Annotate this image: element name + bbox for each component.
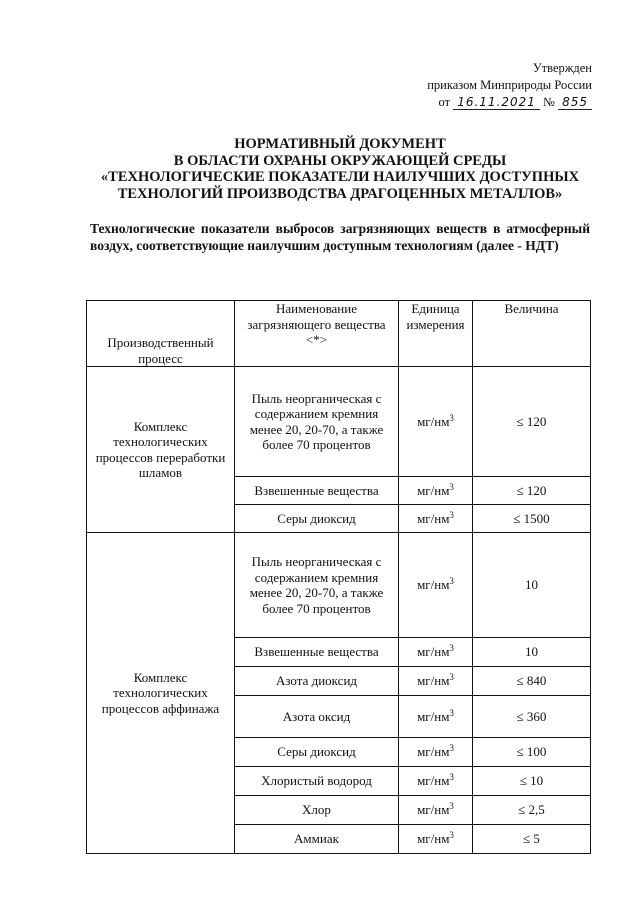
value-cell: ≤ 100 [473,738,591,767]
unit-cell [399,505,473,533]
value-cell: ≤ 360 [473,696,591,738]
value-cell: ≤ 120 [473,367,591,477]
unit-base: мг/нм [417,744,450,760]
unit-base: мг/нм [417,773,450,789]
value-cell: ≤ 1500 [473,505,591,533]
unit-exponent: 3 [449,707,454,718]
value-cell: ≤ 120 [473,477,591,505]
title-line-2: В ОБЛАСТИ ОХРАНЫ ОКРУЖАЮЩЕЙ СРЕДЫ [173,152,507,169]
value-cell: ≤ 2,5 [473,796,591,825]
unit-exponent: 3 [449,801,454,812]
unit-exponent: 3 [449,672,454,683]
table-row [87,533,591,638]
unit-base: мг/нм [417,802,450,818]
value-cell: 10 [473,533,591,638]
header-row [87,301,591,367]
document-title [60,136,620,202]
substance-cell: Взвешенные вещества [235,477,399,505]
value-cell: 10 [473,638,591,667]
substance-cell: Пыль неорганическая с содержанием кремния менее 20, 20-70, а также более 70 процентов [235,367,399,477]
unit-cell [399,767,473,796]
unit-cell [399,696,473,738]
unit-cell [399,367,473,477]
unit-exponent: 3 [449,576,454,587]
number-sign: № [543,95,555,109]
value-cell: ≤ 10 [473,767,591,796]
substance-cell: Серы диоксид [235,505,399,533]
unit-exponent: 3 [449,743,454,754]
substance-cell: Азота оксид [235,696,399,738]
substance-cell: Взвешенные вещества [235,638,399,667]
title-line-3: «ТЕХНОЛОГИЧЕСКИЕ ПОКАЗАТЕЛИ НАИЛУЧШИХ ДОСТУПНЫХ [100,169,580,185]
unit-cell [399,477,473,505]
approval-date-line [427,94,592,111]
unit-base: мг/нм [417,673,450,689]
unit-base: мг/нм [417,831,450,847]
unit-base: мг/нм [417,482,450,498]
header-process: Производственный процесс [87,301,235,367]
table-body [87,367,591,854]
unit-base: мг/нм [417,577,450,593]
unit-exponent: 3 [449,643,454,654]
handwritten-number: 855 [558,95,592,110]
table-caption: Технологические показатели выбросов загрязняющих веществ в атмосферный воздух, соответствующие наилучшим доступным технологиям (далее - НДТ) [90,221,590,253]
unit-exponent: 3 [449,830,454,841]
unit-cell [399,533,473,638]
substance-cell: Аммиак [235,825,399,854]
date-prefix: от [438,95,451,109]
title-line-4: ТЕХНОЛОГИЙ ПРОИЗВОДСТВА ДРАГОЦЕННЫХ МЕТАЛЛОВ» [117,185,563,202]
unit-exponent: 3 [449,772,454,783]
approval-block [427,60,592,111]
header-value: Величина [473,301,591,367]
value-cell: ≤ 840 [473,667,591,696]
process-cell: Комплекс технологических процессов переработки шламов [87,367,235,533]
unit-cell [399,738,473,767]
approval-line-2: приказом Минприроды России [427,78,592,92]
unit-exponent: 3 [449,481,454,492]
substance-cell: Азота диоксид [235,667,399,696]
unit-cell [399,825,473,854]
title-line-1: НОРМАТИВНЫЙ ДОКУМЕНТ [234,136,446,152]
value-cell: ≤ 5 [473,825,591,854]
substance-cell: Хлористый водород [235,767,399,796]
unit-cell [399,667,473,696]
unit-base: мг/нм [417,708,450,724]
unit-cell [399,796,473,825]
substance-cell: Хлор [235,796,399,825]
process-cell: Комплекс технологических процессов аффинажа [87,533,235,854]
substance-cell: Серы диоксид [235,738,399,767]
unit-exponent: 3 [449,412,454,423]
unit-cell [399,638,473,667]
unit-base: мг/нм [417,510,450,526]
table-row [87,367,591,477]
handwritten-date: 16.11.2021 [453,95,540,110]
unit-exponent: 3 [449,509,454,520]
unit-base: мг/нм [417,413,450,429]
approval-line-1: Утвержден [532,61,592,75]
unit-base: мг/нм [417,644,450,660]
emissions-table [86,300,591,854]
header-substance: Наименование загрязняющего вещества <*> [235,301,399,367]
header-unit: Единица измерения [399,301,473,367]
substance-cell: Пыль неорганическая с содержанием кремния менее 20, 20-70, а также более 70 процентов [235,533,399,638]
